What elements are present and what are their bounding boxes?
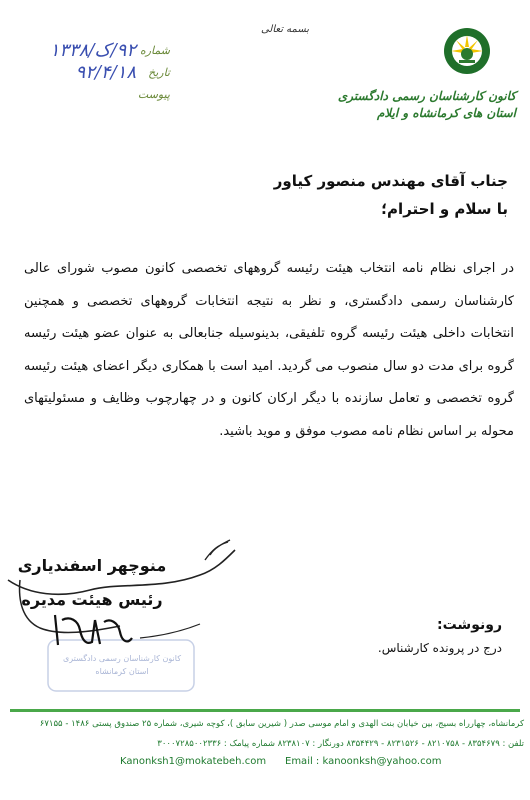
stamp-line1: کانون کارشناسان رسمی دادگستری (62, 654, 182, 663)
signatory-title: رئیس هیئت مدیره (21, 590, 163, 609)
footer-phones: تلفن : ۸۳۵۴۶۷۹ - ۸۲۱۰۷۵۸ - ۸۲۳۱۵۲۶ - ۸۳۵۴۴۲۹ دورنگار : ۸۲۳۸۱۰۷ شماره پیامک : ۳۰۰۰۷۲۸۵۰۰۲۳۳۶ (157, 739, 524, 749)
number-label: شماره (139, 44, 170, 57)
organization-name-line1: کانون کارشناسان رسمی دادگستری (337, 89, 516, 103)
cc-text: درج در پرونده کارشناس. (377, 641, 502, 655)
date-value: ۹۲/۴/۱۸ (75, 62, 136, 83)
letter-body: در اجرای نظام نامه انتخاب هیئت رئیسه گروههای تخصصی کانون مصوب شورای عالی کارشناسان رسمی دادگستری، و نظر به نتیجه انتخابات گروههای تخصصی و همچنین انتخابات داخلی هیئت رئیسه گروه تلفیقی، بدینوسیله جنابعالی به عنوان عضو هیئت رئیسه گروه برای مدت دو سال منصوب می گردید. امید است با همکاری دیگر اعضای هیئت رئیسه گروه تخصصی و تعامل سازنده با دیگر ارکان کانون و در چهارچوب وظایف و مسئولیتهای محوله بر اساس نظام نامه مصوب موفق و موید باشید. (24, 261, 514, 439)
footer-email-1[interactable]: Kanonksh1@mokatebeh.com (120, 756, 267, 767)
attachment-row (20, 84, 170, 106)
footer-divider (10, 709, 520, 712)
footer-emails (0, 756, 530, 772)
footer-email-2[interactable]: Email : kanoonksh@yahoo.com (285, 756, 442, 767)
cc-title: رونوشت: (437, 617, 502, 633)
bismillah-text: بسمه تعالی (260, 24, 310, 35)
footer-address: کرمانشاه، چهارراه بسیج، بین خیابان بنت الهدی و امام موسی صدر ( شیرین سابق )، کوچه شیری، شماره ۲۵ صندوق پستی ۱۴۸۶ - ۶۷۱۵۵ (39, 719, 524, 729)
greeting: با سلام و احترام؛ (381, 200, 508, 218)
stamp-line2: استان کرمانشاه (95, 667, 149, 676)
organization-logo (442, 26, 492, 76)
addressee: جناب آقای مهندس منصور کیاور (273, 172, 508, 190)
signatory-name: منوچهر اسفندیاری (17, 556, 167, 575)
attachment-label: پیوست (137, 88, 170, 101)
letter-meta (20, 40, 170, 106)
number-row (20, 40, 170, 62)
organization-name-line2: استان های کرمانشاه و ایلام (376, 106, 516, 120)
date-label: تاریخ (148, 66, 170, 79)
handwritten-signature (0, 520, 250, 660)
number-value: ۹۲/ک/۱۳۳۸ (49, 40, 136, 61)
organization-name (326, 88, 516, 122)
date-row (20, 62, 170, 84)
